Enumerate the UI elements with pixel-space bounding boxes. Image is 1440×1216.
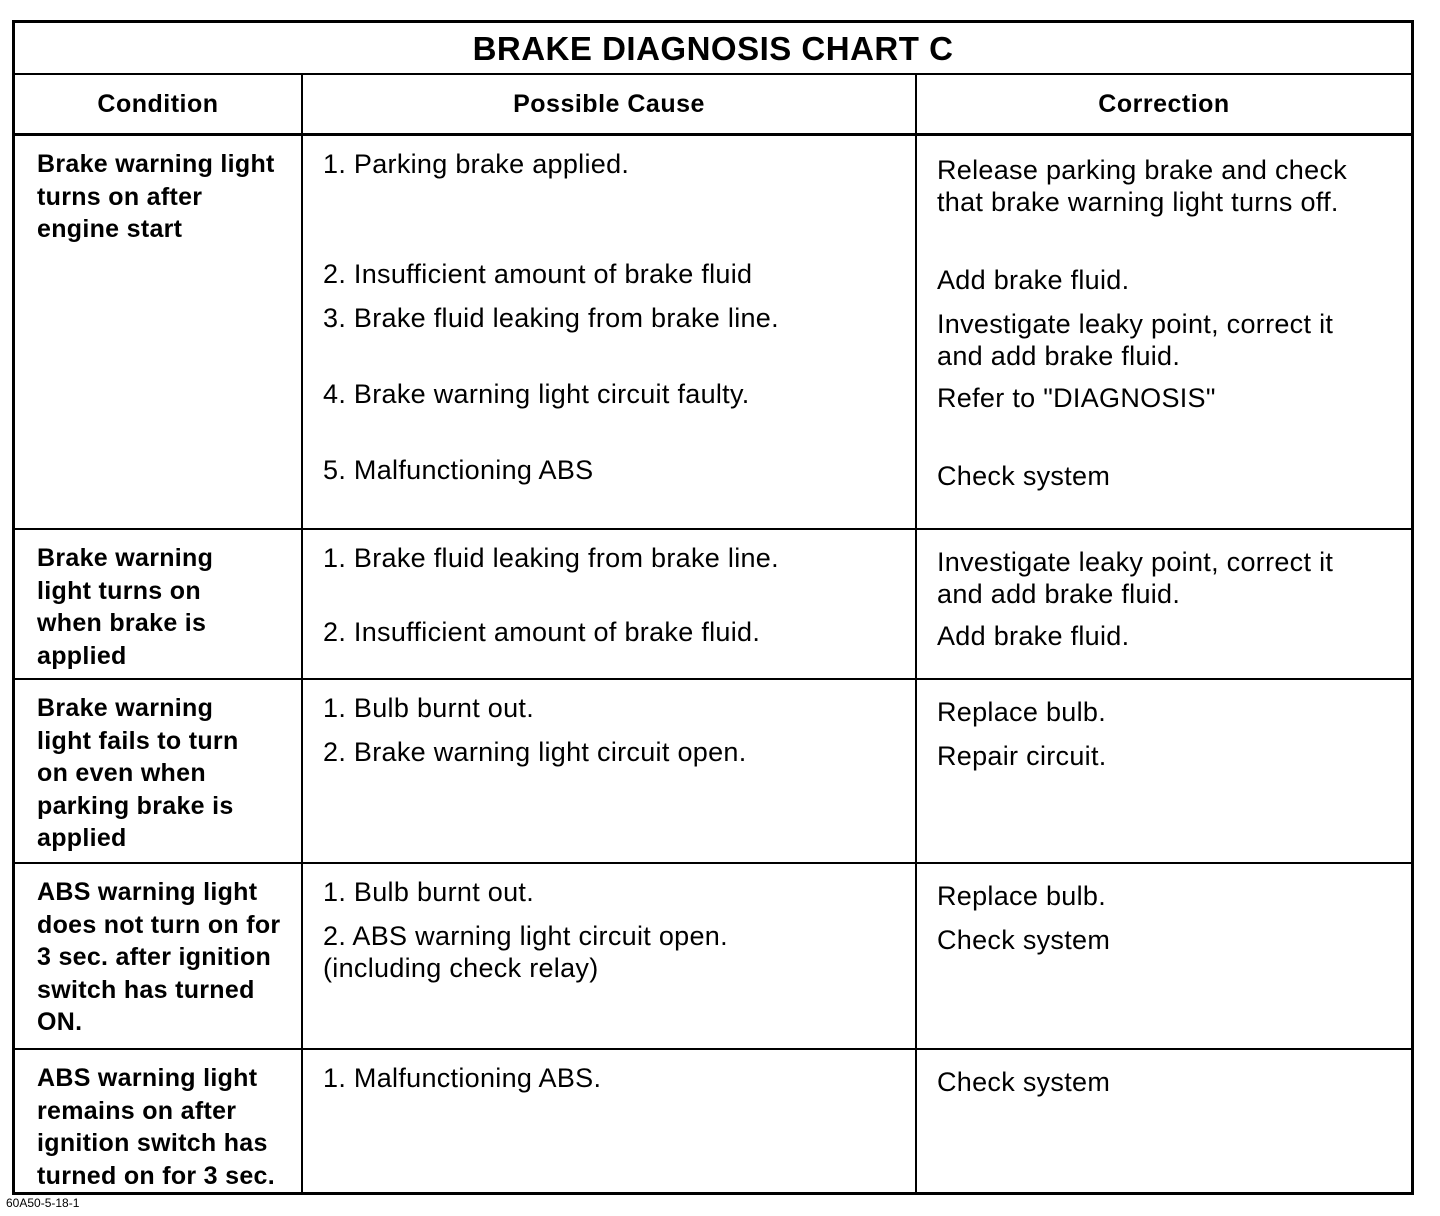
condition-cell: ABS warning light does not turn on for 3 sec. after ignition switch has turned ON. [15, 864, 303, 1048]
correction-item: Check system [937, 461, 1111, 491]
cause-item: 2. ABS warning light circuit open. (including check relay) [323, 921, 728, 983]
correction-cell [917, 530, 1411, 678]
cause-cell [303, 680, 917, 862]
correction-item: Refer to "DIAGNOSIS" [937, 383, 1216, 413]
cause-item: 1. Bulb burnt out. [323, 877, 535, 907]
cause-item: 2. Brake warning light circuit open. [323, 737, 747, 767]
header-correction: Correction [1098, 89, 1230, 118]
table-row [15, 864, 1411, 1050]
header-condition: Condition [15, 75, 303, 133]
condition-cell: Brake warning light turns on after engine start [15, 136, 303, 528]
correction-item: Replace bulb. [937, 881, 1107, 911]
correction-item: Investigate leaky point, correct it and add brake fluid. [937, 309, 1334, 371]
condition-cell: ABS warning light remains on after ignition switch has turned on for 3 sec. [15, 1050, 303, 1192]
cause-item: 1. Parking brake applied. [323, 149, 630, 179]
correction-cell [917, 136, 1411, 528]
header-possible-cause: Possible Cause [303, 75, 917, 133]
cause-item: 3. Brake fluid leaking from brake line. [323, 303, 779, 333]
table-row [15, 136, 1411, 530]
table-row [15, 1050, 1411, 1192]
correction-item: Repair circuit. [937, 741, 1107, 771]
correction-cell [917, 1050, 1411, 1192]
cause-item: 4. Brake warning light circuit faulty. [323, 379, 750, 409]
figure-code: 60A50-5-18-1 [6, 1196, 80, 1210]
cause-item: 1. Malfunctioning ABS. [323, 1063, 602, 1093]
correction-item: Release parking brake and check that brake warning light turns off. [937, 155, 1348, 217]
condition-cell: Brake warning light turns on when brake is applied [15, 530, 303, 678]
condition-cell: Brake warning light fails to turn on even when parking brake is applied [15, 680, 303, 862]
correction-cell [917, 680, 1411, 862]
cause-item: 5. Malfunctioning ABS [323, 455, 594, 485]
cause-cell [303, 864, 917, 1048]
chart-title: BRAKE DIAGNOSIS CHART C [15, 23, 1411, 75]
cause-item: 2. Insufficient amount of brake fluid [323, 259, 753, 289]
cause-item: 2. Insufficient amount of brake fluid. [323, 617, 761, 647]
cause-item: 1. Bulb burnt out. [323, 693, 535, 723]
correction-item: Add brake fluid. [937, 265, 1130, 295]
correction-item: Add brake fluid. [937, 621, 1130, 651]
correction-item: Investigate leaky point, correct it and add brake fluid. [937, 547, 1334, 609]
diagnosis-chart [12, 20, 1414, 1195]
correction-item: Replace bulb. [937, 697, 1107, 727]
table-row [15, 680, 1411, 864]
table-row [15, 530, 1411, 680]
header-row [15, 75, 1411, 136]
cause-cell [303, 136, 917, 528]
cause-cell [303, 530, 917, 678]
correction-cell [917, 864, 1411, 1048]
cause-item: 1. Brake fluid leaking from brake line. [323, 543, 779, 573]
correction-item: Check system [937, 1067, 1111, 1097]
correction-item: Check system [937, 925, 1111, 955]
cause-cell [303, 1050, 917, 1192]
